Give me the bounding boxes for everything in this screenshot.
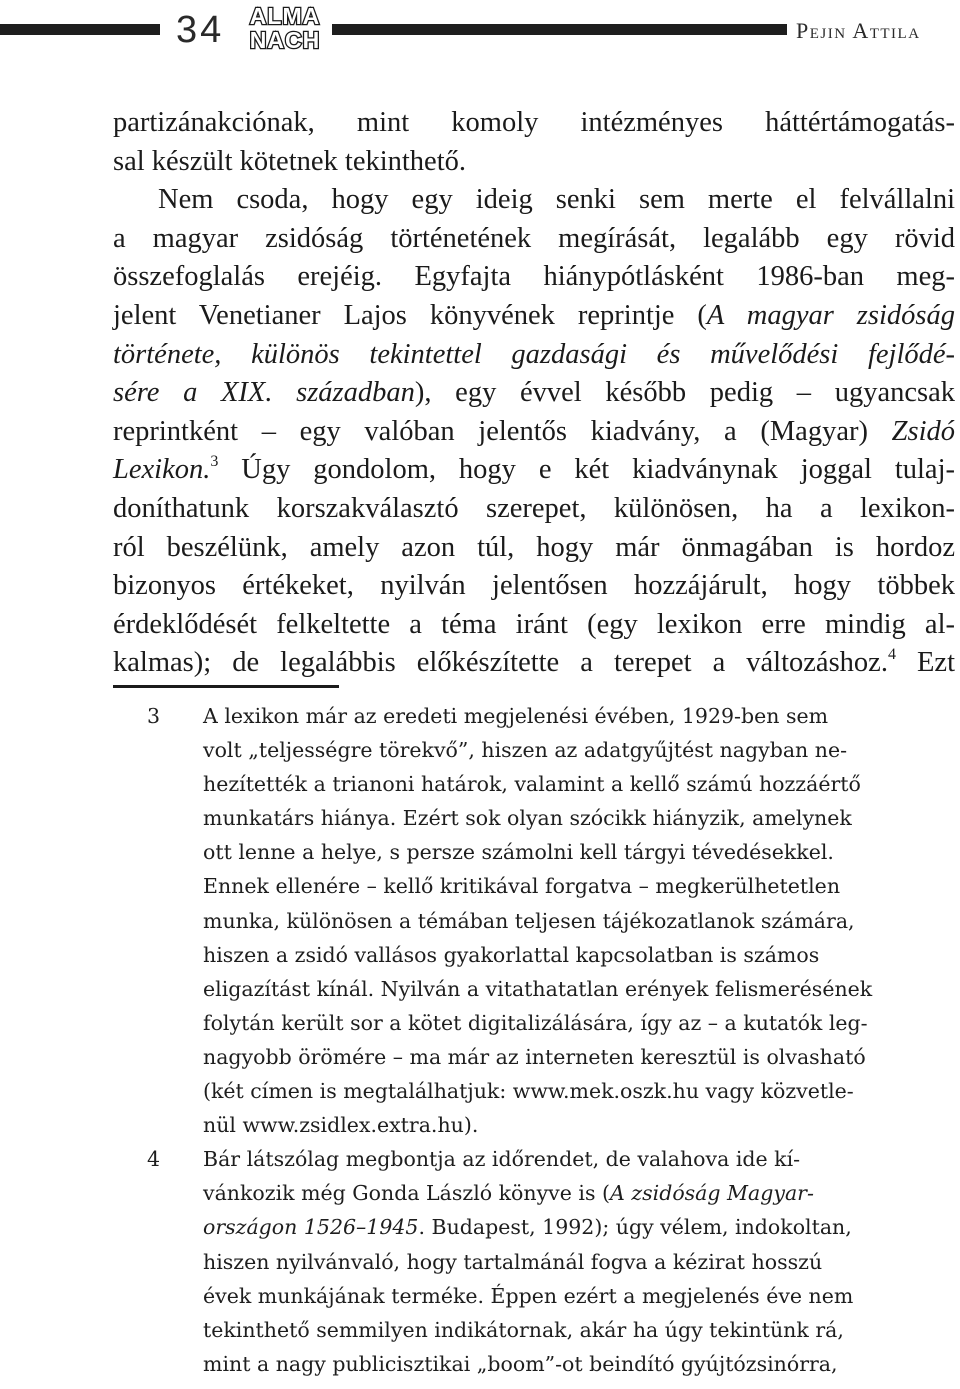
body-line: Nem csoda, hogy egy ideig senki sem merte el felvállalni (158, 184, 955, 216)
body-line: sal készült kötetnek tekinthető. (113, 145, 466, 177)
body-line: összefoglalás erejéig. Egyfajta hiánypótlásként 1986-ban meg- (113, 261, 955, 293)
footnote-line: munkatárs hiánya. Ezért sok olyan szócikk hiányzik, amelynek (203, 806, 852, 831)
lexicon-title-italic: Lexikon. (113, 454, 211, 486)
book-title-italic: sére a XIX. században (113, 377, 415, 409)
body-line: kalmas); de legalábbis előkészítette a terepet a változáshoz.$^4$ Ezt (113, 646, 955, 679)
footnote-line: A lexikon már az eredeti megjelenési évében, 1929-ben sem (203, 704, 829, 728)
footnote-line: (két címen is megtalálhatjuk: www.mek.oszk.hu vagy közvetle- (203, 1079, 854, 1104)
footnote-line: volt „teljességre törekvő”, hiszen az adatgyűjtést nagyban ne- (203, 738, 848, 763)
footnote-ref-4: 4 (887, 646, 896, 664)
body-line: jelent Venetianer Lajos könyvének reprintje (A magyar zsidóság (113, 299, 955, 331)
svg-text:ALMA: ALMA (249, 3, 321, 29)
page-number: 34 (176, 9, 225, 51)
body-line: ról beszélünk, amely azon túl, hogy már önmagában is hordoz (113, 531, 955, 563)
body-line: érdeklődését felkeltette a téma iránt (egy lexikon erre mindig al- (113, 608, 955, 640)
footnote-3 (147, 699, 957, 1142)
footnote-line: hezítették a trianoni határok, valamint a kellő számú hozzáértő (203, 772, 861, 797)
body-line (113, 336, 955, 375)
footnote-line: tekinthető semmilyen indikátornak, akár ha úgy tekintünk rá, (203, 1317, 844, 1342)
footnote-number: 4 (147, 1147, 161, 1172)
footnote-4 (147, 1142, 957, 1381)
running-title-author: Pejin Attila (796, 18, 921, 43)
footnote-line: nül www.zsidlex.extra.hu). (203, 1113, 479, 1138)
body-line: doníthatunk korszakválasztó szerepet, különösen, ha a lexikon- (113, 492, 955, 524)
body-line: Lexikon.$^3$ Úgy gondolom, hogy e két kiadványnak joggal tulaj- (113, 453, 955, 486)
body-line: partizánakciónak, mint komoly intézményes háttértámogatás- (113, 107, 955, 138)
footnote-line: nagyobb örömére – ma már az interneten keresztül is olvasható (203, 1044, 866, 1069)
footnote-line: évek munkájának terméke. Éppen ezért a megjelenés éve nem (203, 1283, 854, 1308)
footnote-line: munka, különösen a témában teljesen tájékozatlanok számára, (203, 908, 855, 933)
book-title-italic: A zsidóság Magyar- (610, 1181, 814, 1206)
footnote-separator (113, 685, 339, 688)
running-header (0, 0, 960, 60)
body-line: a magyar zsidóság történetének megírását, legalább egy rövid (113, 222, 955, 254)
body-line: bizonyos értékeket, nyilván jelentősen hozzájárult, hogy többek (113, 570, 955, 602)
footnote-line: hiszen nyilvánvaló, hogy tartalmánál fogva a kézirat hosszú (203, 1249, 823, 1274)
footnote-line: ott lenne a helye, s persze számolni kell tárgyi tévedésekkel. (203, 840, 834, 865)
svg-text:NACH: NACH (249, 27, 321, 52)
footnote-line: vánkozik még Gonda László könyve is (A zsidóság Magyar- (203, 1181, 814, 1206)
footnote-line: mint a nagy publicisztikai „boom”-ot beindító gyújtózsinórra, (203, 1351, 838, 1376)
header-rule-left (0, 24, 160, 35)
footnote-line: eligazítást kínál. Nyilván a vitathatatlan erények felismerésének (203, 976, 873, 1001)
lexicon-title-italic: Zsidó (891, 415, 955, 447)
footnote-line: Ennek ellenére – kellő kritikával forgatva – megkerülhetetlen (203, 874, 841, 899)
book-title-italic: országon 1526–1945 (203, 1215, 419, 1240)
body-line: reprintként – egy valóban jelentős kiadvány, a (Magyar) Zsidó (113, 415, 955, 447)
footnote-line: folytán került sor a kötet digitalizálására, így az – a kutatók leg- (203, 1010, 868, 1035)
body-text (113, 104, 955, 683)
footnote-number: 3 (147, 704, 161, 728)
body-line: sére a XIX. században), egy évvel később pedig – ugyancsak (113, 377, 955, 409)
footnote-line: országon 1526–1945. Budapest, 1992); úgy vélem, indokoltan, (203, 1215, 852, 1240)
book-title-italic: A magyar zsidóság (706, 299, 955, 331)
footnote-line: hiszen a zsidó vallásos gyakorlattal kapcsolatban is számos (203, 942, 820, 967)
book-title-italic: története, különös tekintettel gazdasági és művelődési fejlődé- (113, 338, 955, 370)
footnote-ref-3: 3 (210, 453, 219, 471)
almanach-logo (240, 2, 330, 52)
footnote-line: Bár látszólag megbontja az időrendet, de valahova ide kí- (203, 1147, 801, 1172)
header-rule-right (332, 24, 787, 35)
footnotes (147, 699, 957, 1381)
